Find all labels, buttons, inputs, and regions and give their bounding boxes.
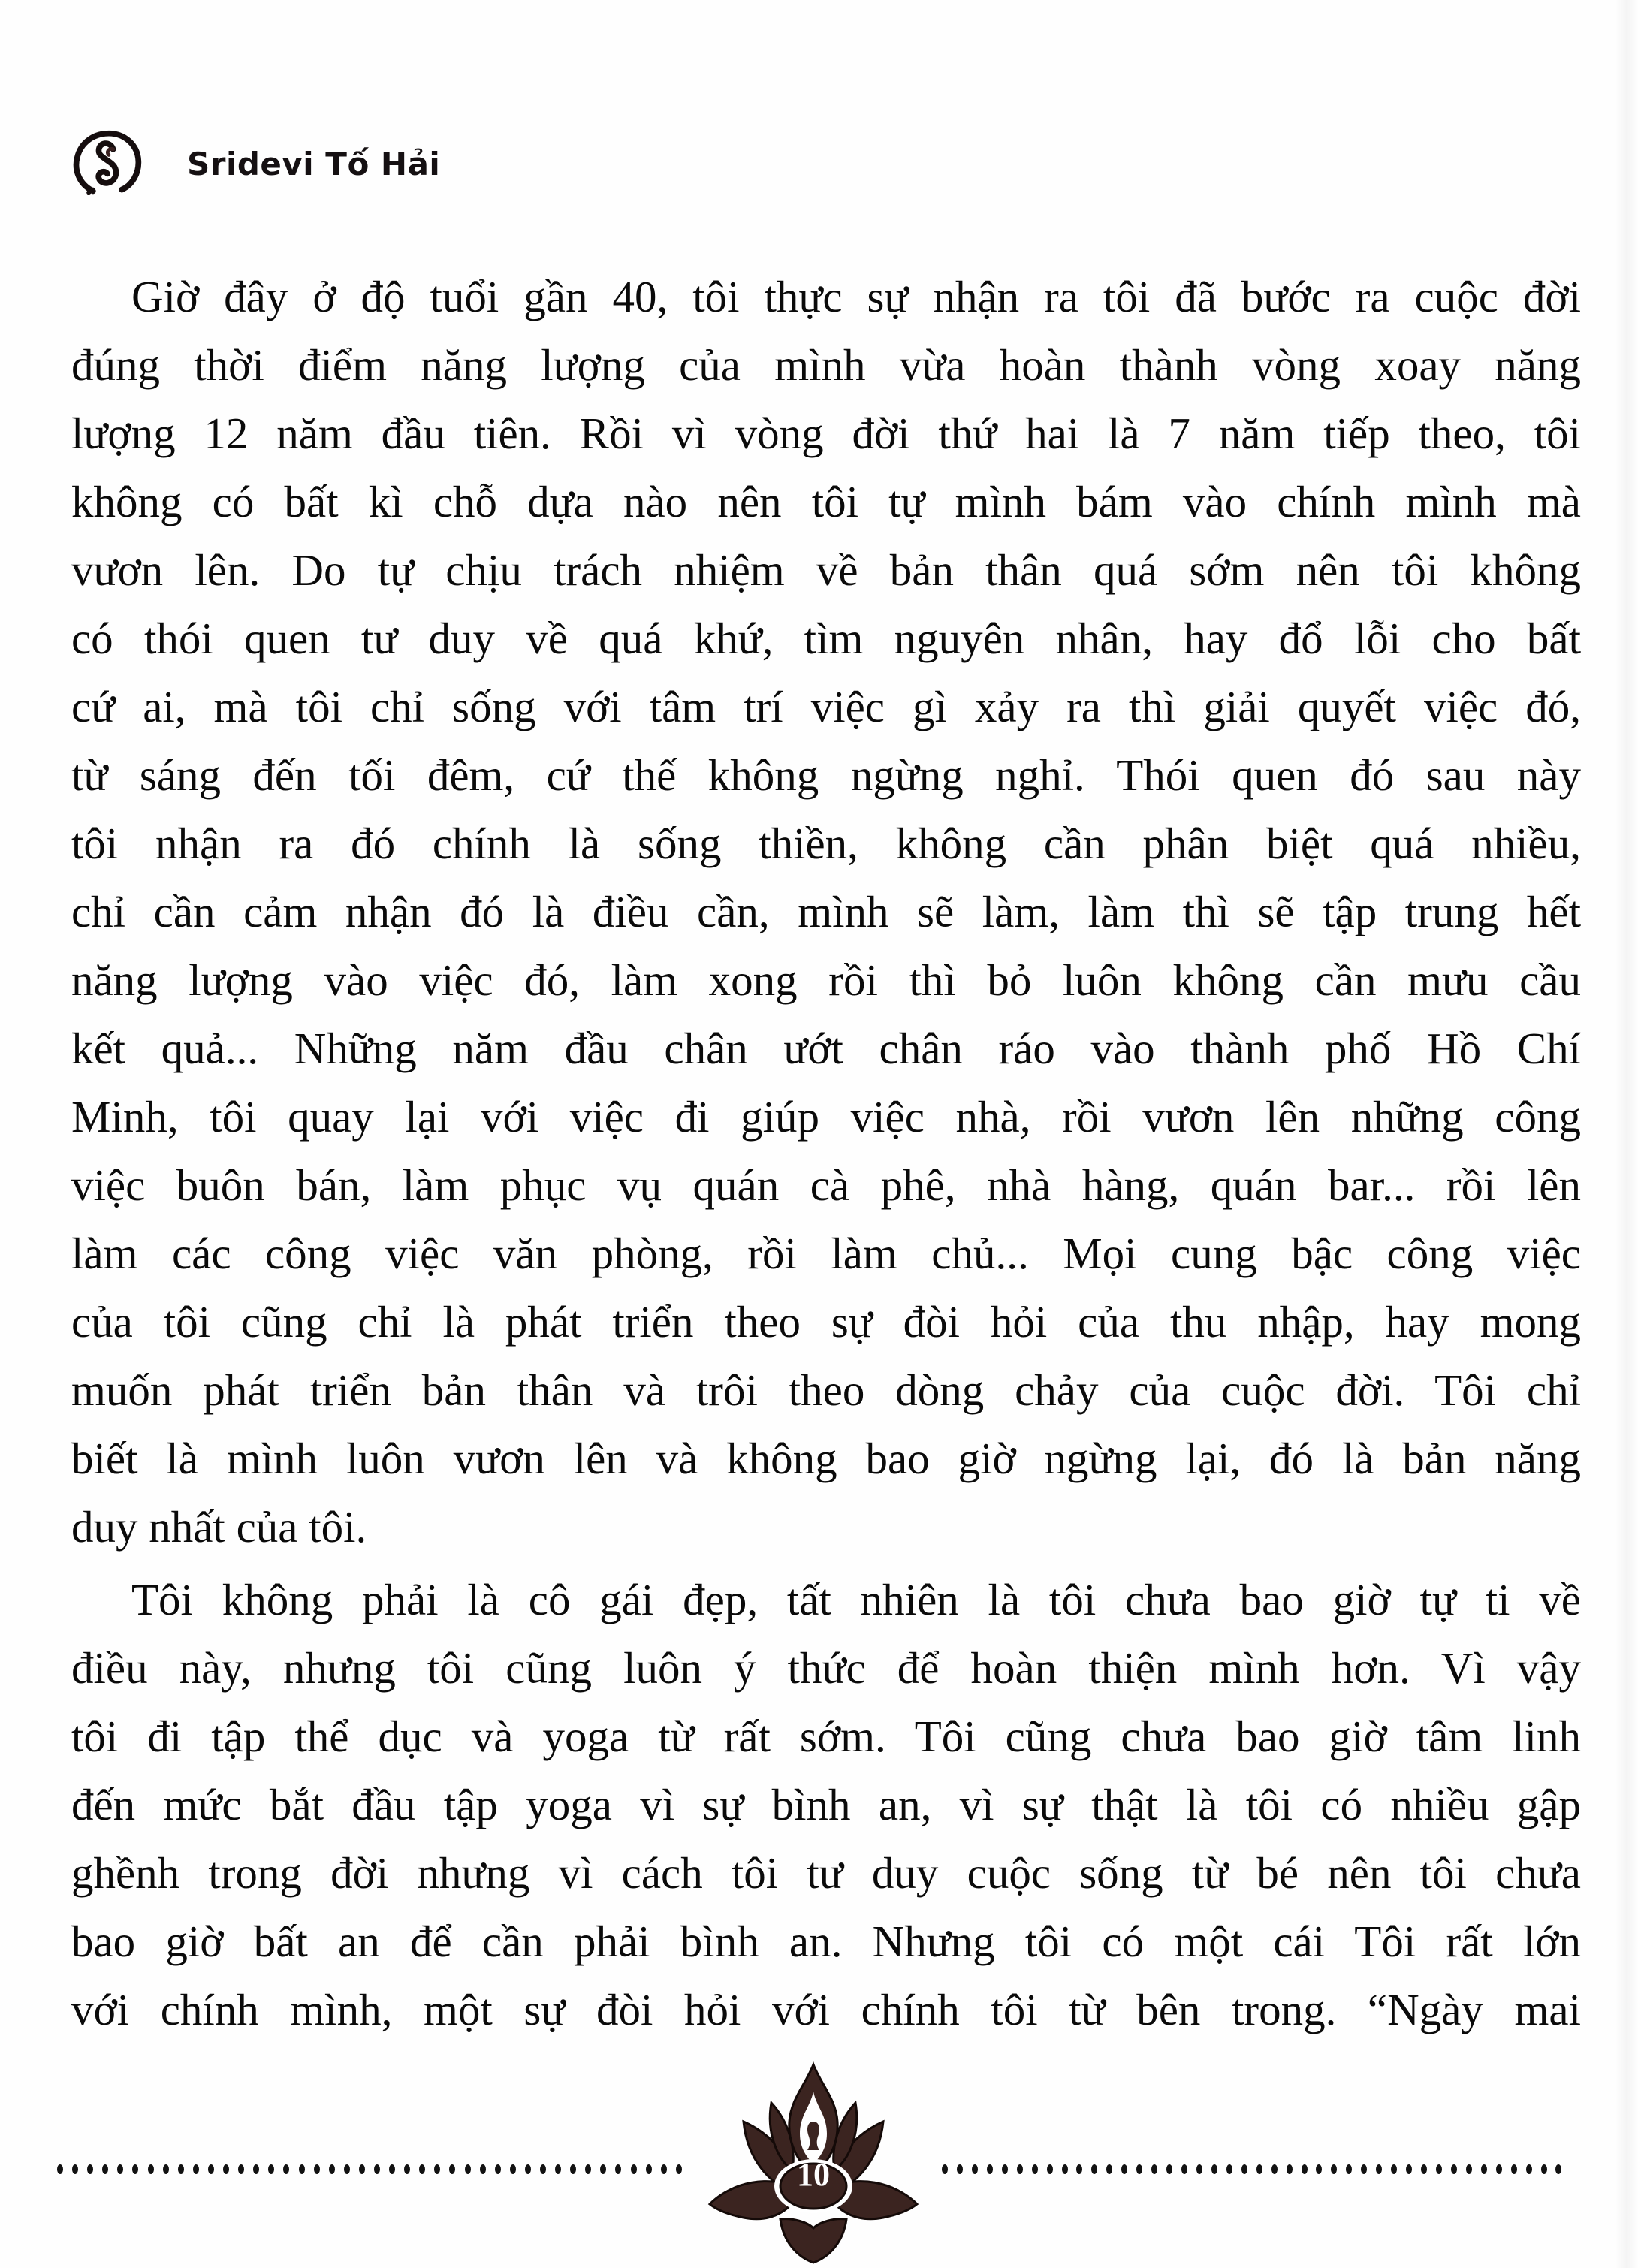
text-line: điều này, nhưng tôi cũng luôn ý thức để hoàn thiện mình hơn. Vì vậy	[71, 1643, 1581, 1693]
dot	[1555, 2164, 1561, 2174]
dot	[314, 2164, 320, 2174]
author-name: Sridevi Tố Hải	[187, 145, 441, 182]
dot	[1406, 2164, 1412, 2174]
dot	[1511, 2164, 1517, 2174]
text-line: có thói quen tư duy về quá khứ, tìm nguyên nhân, hay đổ lỗi cho bất	[71, 614, 1581, 663]
dot	[676, 2164, 682, 2174]
paragraph-2	[71, 1566, 1581, 2044]
text-line: đến mức bắt đầu tập yoga vì sự bình an, vì sự thật là tôi có nhiều gập	[71, 1780, 1581, 1829]
dot	[299, 2164, 305, 2174]
dot	[1391, 2164, 1397, 2174]
dot	[585, 2164, 591, 2174]
text-line: vươn lên. Do tự chịu trách nhiệm về bản thân quá sớm nên tôi không	[71, 545, 1581, 595]
page-number: 10	[797, 2156, 830, 2193]
text-line: làm các công việc văn phòng, rồi làm chủ... Mọi cung bậc công việc	[71, 1229, 1581, 1278]
text-line: biết là mình luôn vươn lên và không bao giờ ngừng lại, đó là bản năng	[71, 1434, 1581, 1483]
dot	[193, 2164, 199, 2174]
text-line: duy nhất của tôi.	[71, 1502, 367, 1552]
dot	[646, 2164, 652, 2174]
text-line: cứ ai, mà tôi chỉ sống với tâm trí việc gì xảy ra thì giải quyết việc đó,	[71, 682, 1581, 731]
dot	[1136, 2164, 1142, 2174]
text-line: đúng thời điểm năng lượng của mình vừa hoàn thành vòng xoay năng	[71, 340, 1581, 390]
dot	[1436, 2164, 1442, 2174]
dot	[1076, 2164, 1082, 2174]
page-edge-shadow	[1615, 0, 1638, 2268]
dot	[72, 2164, 78, 2174]
dot	[1166, 2164, 1172, 2174]
dot	[1017, 2164, 1023, 2174]
running-header	[71, 128, 440, 200]
dot	[1451, 2164, 1457, 2174]
text-line: ghềnh trong đời nhưng vì cách tôi tư duy cuộc sống từ bé nên tôi chưa	[71, 1848, 1581, 1898]
dot	[1302, 2164, 1308, 2174]
dot	[117, 2164, 123, 2174]
text-line: lượng 12 năm đầu tiên. Rồi vì vòng đời thứ hai là 7 năm tiếp theo, tôi	[71, 409, 1581, 458]
dot	[344, 2164, 350, 2174]
dot	[1047, 2164, 1053, 2174]
dot	[1271, 2164, 1278, 2174]
text-line: với chính mình, một sự đòi hỏi với chính tôi từ bên trong. “Ngày mai	[71, 1985, 1581, 2034]
text-line: từ sáng đến tối đêm, cứ thế không ngừng nghỉ. Thói quen đó sau này	[71, 750, 1581, 800]
dot	[208, 2164, 214, 2174]
dot	[1331, 2164, 1337, 2174]
dot	[942, 2164, 948, 2174]
dot	[555, 2164, 561, 2174]
dot	[1376, 2164, 1382, 2174]
dot	[1316, 2164, 1322, 2174]
footer-dotted-rule-left	[57, 2161, 682, 2176]
dot	[374, 2164, 380, 2174]
dot	[87, 2164, 93, 2174]
dot	[1062, 2164, 1068, 2174]
dot	[1106, 2164, 1112, 2174]
dot	[1496, 2164, 1502, 2174]
dot	[283, 2164, 289, 2174]
text-line: không có bất kì chỗ dựa nào nên tôi tự mình bám vào chính mình mà	[71, 477, 1581, 526]
dot	[1361, 2164, 1367, 2174]
dot	[1211, 2164, 1217, 2174]
dot	[465, 2164, 471, 2174]
dot	[1196, 2164, 1202, 2174]
dot	[1151, 2164, 1157, 2174]
dot	[661, 2164, 667, 2174]
dot	[1181, 2164, 1187, 2174]
dot	[419, 2164, 425, 2174]
dot	[268, 2164, 274, 2174]
dot	[631, 2164, 637, 2174]
text-line: Minh, tôi quay lại với việc đi giúp việc nhà, rồi vươn lên những công	[71, 1092, 1581, 1142]
text-line: kết quả... Những năm đầu chân ướt chân ráo vào thành phố Hồ Chí	[71, 1024, 1581, 1073]
dot	[1526, 2164, 1532, 2174]
dot	[389, 2164, 395, 2174]
dot	[132, 2164, 138, 2174]
text-line: Tôi không phải là cô gái đẹp, tất nhiên là tôi chưa bao giờ tự ti về	[131, 1575, 1581, 1624]
dot	[102, 2164, 108, 2174]
dot	[495, 2164, 501, 2174]
dot	[1466, 2164, 1472, 2174]
text-line: bao giờ bất an để cần phải bình an. Nhưng tôi có một cái Tôi rất lớn	[71, 1917, 1581, 1966]
dot	[238, 2164, 244, 2174]
dot	[1346, 2164, 1352, 2174]
dot	[1287, 2164, 1293, 2174]
text-line: việc buôn bán, làm phục vụ quán cà phê, nhà hàng, quán bar... rồi lên	[71, 1160, 1581, 1210]
dot	[1121, 2164, 1127, 2174]
dot	[434, 2164, 440, 2174]
swirl-s-circle-icon	[71, 128, 143, 200]
text-line: của tôi cũng chỉ là phát triển theo sự đòi hỏi của thu nhập, hay mong	[71, 1297, 1581, 1347]
dot	[178, 2164, 184, 2174]
dot	[163, 2164, 169, 2174]
dot	[1421, 2164, 1427, 2174]
dot	[1002, 2164, 1008, 2174]
dot	[570, 2164, 576, 2174]
text-line: tôi nhận ra đó chính là sống thiền, không cần phân biệt quá nhiều,	[71, 819, 1581, 868]
dot	[600, 2164, 606, 2174]
dot	[148, 2164, 154, 2174]
dot	[329, 2164, 335, 2174]
dot	[253, 2164, 259, 2174]
dot	[223, 2164, 229, 2174]
dot	[510, 2164, 516, 2174]
dot	[57, 2164, 63, 2174]
dot	[957, 2164, 963, 2174]
dot	[480, 2164, 486, 2174]
text-line: tôi đi tập thể dục và yoga từ rất sớm. Tôi cũng chưa bao giờ tâm linh	[71, 1712, 1581, 1761]
text-line: năng lượng vào việc đó, làm xong rồi thì bỏ luôn không cần mưu cầu	[71, 955, 1581, 1005]
dot	[1481, 2164, 1487, 2174]
dot	[1256, 2164, 1262, 2174]
dot	[540, 2164, 546, 2174]
dot	[1241, 2164, 1247, 2174]
dot	[1226, 2164, 1232, 2174]
dot	[1032, 2164, 1038, 2174]
text-line: muốn phát triển bản thân và trôi theo dòng chảy của cuộc đời. Tôi chỉ	[71, 1365, 1581, 1415]
footer-dotted-rule-right	[942, 2161, 1562, 2176]
dot	[1541, 2164, 1547, 2174]
text-line: chỉ cần cảm nhận đó là điều cần, mình sẽ làm, làm thì sẽ tập trung hết	[71, 887, 1581, 936]
dot	[525, 2164, 531, 2174]
dot	[987, 2164, 993, 2174]
paragraph-1	[71, 263, 1581, 1561]
dot	[359, 2164, 365, 2174]
dot	[972, 2164, 978, 2174]
dot	[404, 2164, 410, 2174]
text-line: Giờ đây ở độ tuổi gần 40, tôi thực sự nhận ra tôi đã bước ra cuộc đời	[131, 272, 1581, 321]
dot	[615, 2164, 621, 2174]
dot	[1091, 2164, 1097, 2174]
dot	[449, 2164, 455, 2174]
